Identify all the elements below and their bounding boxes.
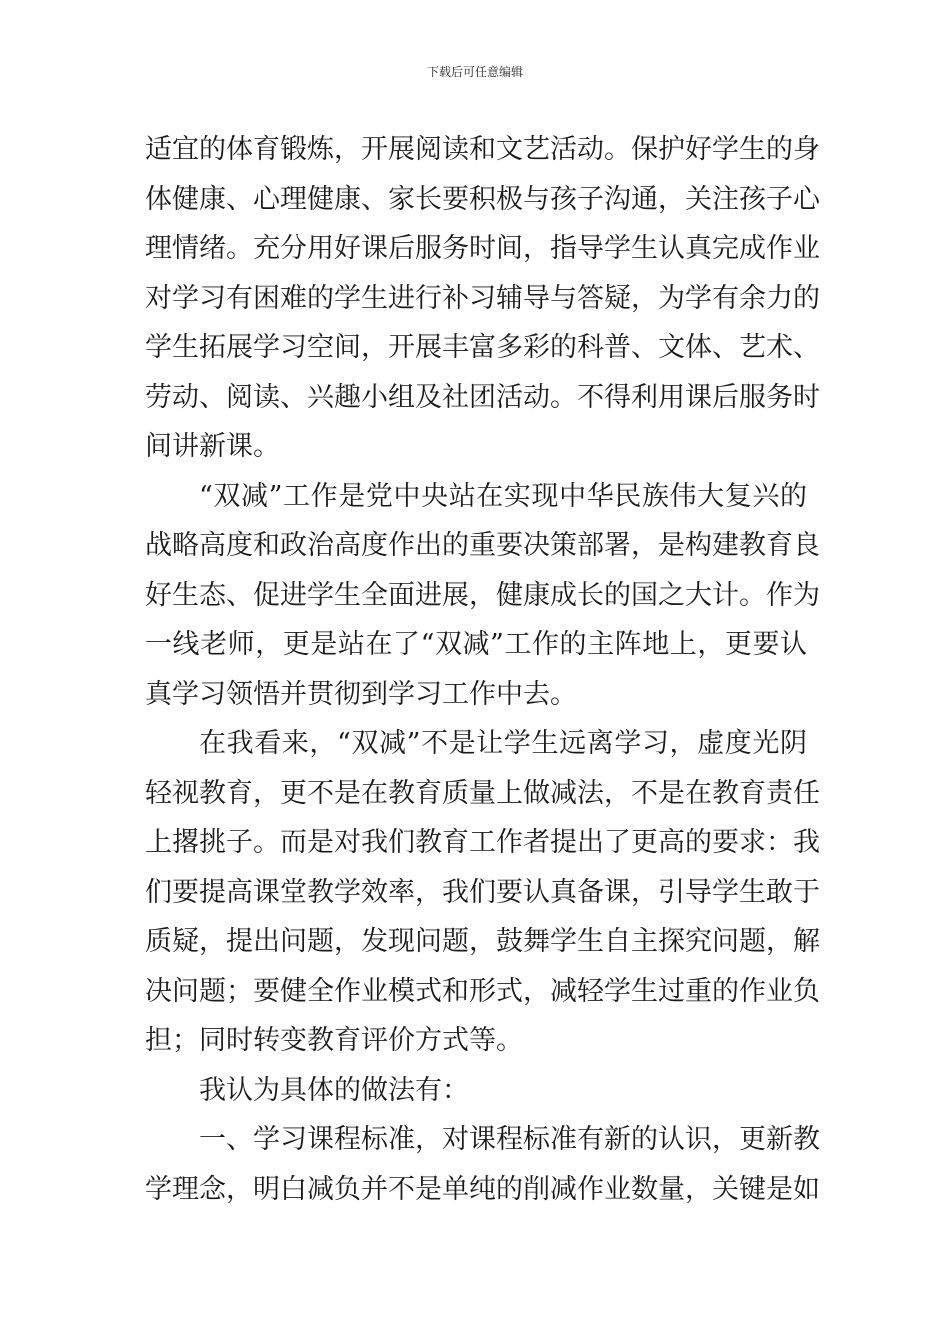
text-line: 我认为具体的做法有： — [199, 1074, 469, 1106]
text-line: 们要提高课堂教学效率，我们要认真备课，引导学生敢于 — [145, 876, 820, 908]
text-line: 轻视教育，更不是在教育质量上做减法，不是在教育责任 — [145, 777, 820, 809]
text-line: 真学习领悟并贯彻到学习工作中去。 — [145, 678, 577, 710]
text-line: 担；同时转变教育评价方式等。 — [145, 1025, 523, 1056]
page-header-note: 下载后可任意编辑 — [426, 65, 523, 79]
document-body — [145, 125, 820, 1214]
text-line: 学理念，明白减负并不是单纯的削减作业数量，关键是如 — [145, 1173, 820, 1205]
text-line: 质疑，提出问题，发现问题，鼓舞学生自主探究问题，解 — [145, 926, 820, 957]
text-line: 理情绪。充分用好课后服务时间，指导学生认真完成作业 — [145, 233, 820, 264]
text-line: 在我看来，“双减”不是让学生远离学习，虚度光阴 — [199, 728, 807, 759]
text-line: 上撂挑子。而是对我们教育工作者提出了更高的要求：我 — [145, 827, 820, 858]
text-line: 适宜的体育锻炼，开展阅读和文艺活动。保护好学生的身 — [145, 134, 820, 165]
text-line: 学生拓展学习空间，开展丰富多彩的科普、文体、艺术、 — [145, 332, 820, 363]
text-line: 决问题；要健全作业模式和形式，减轻学生过重的作业负 — [145, 975, 820, 1007]
text-line: 一、学习课程标准，对课程标准有新的认识，更新教 — [199, 1124, 820, 1155]
text-line: 战略高度和政治高度作出的重要决策部署，是构建教育良 — [145, 530, 820, 561]
text-line: 好生态、促进学生全面进展，健康成长的国之大计。作为 — [145, 579, 820, 611]
text-line: 间讲新课。 — [145, 431, 280, 462]
text-line: 一线老师，更是站在了“双减”工作的主阵地上，更要认 — [145, 629, 807, 660]
text-line: 劳动、阅读、兴趣小组及社团活动。不得利用课后服务时 — [145, 381, 820, 413]
text-line: 对学习有困难的学生进行补习辅导与答疑，为学有余力的 — [145, 282, 820, 314]
text-line: “双减”工作是党中央站在实现中华民族伟大复兴的 — [199, 480, 807, 512]
text-line: 体健康、心理健康、家长要积极与孩子沟通，关注孩子心 — [145, 183, 820, 215]
